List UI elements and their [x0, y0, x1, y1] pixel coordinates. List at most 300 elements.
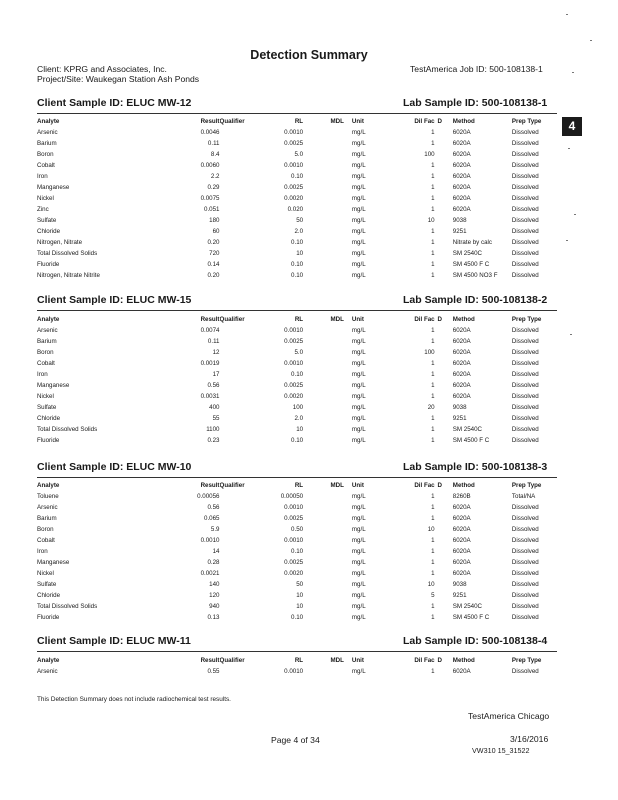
cell-mdl: [303, 380, 344, 391]
cell-method: 6020A: [452, 559, 471, 566]
table-row: [37, 171, 557, 182]
table-row: [37, 215, 557, 226]
cell-rl: 0.10: [291, 437, 304, 444]
cell-method: SM 2540C: [452, 603, 483, 610]
column-header-dil-fac: Dil Fac: [414, 657, 435, 664]
cell-prep-type: Dissolved: [511, 217, 539, 224]
cell-prep-type: Dissolved: [511, 195, 539, 202]
cell-d: [435, 491, 445, 502]
cell-qualifier: [220, 160, 261, 171]
cell-result: 0.0021: [200, 570, 220, 577]
cell-method: 9251: [452, 592, 467, 599]
cell-prep-type: Dissolved: [511, 559, 539, 566]
cell-qualifier: [220, 259, 261, 270]
cell-unit: mg/L: [351, 570, 366, 577]
column-header-rl: RL: [294, 118, 304, 125]
cell-mdl: [303, 590, 344, 601]
cell-rl: 2.0: [294, 415, 304, 422]
cell-prep-type: Dissolved: [511, 371, 539, 378]
cell-prep-type: Dissolved: [511, 614, 539, 621]
column-header-rl: RL: [294, 482, 304, 489]
cell-mdl: [303, 325, 344, 336]
table-row: [37, 601, 557, 612]
cell-method: 6020A: [452, 570, 471, 577]
cell-prep-type: Dissolved: [511, 548, 539, 555]
cell-mdl: [303, 568, 344, 579]
cell-mdl: [303, 535, 344, 546]
cell-qualifier: [220, 226, 261, 237]
cell-unit: mg/L: [351, 272, 366, 279]
column-header-rl: RL: [294, 657, 304, 664]
cell-unit: mg/L: [351, 393, 366, 400]
cell-rl: 0.020: [287, 206, 304, 213]
cell-mdl: [303, 248, 344, 259]
cell-dil-fac: 1: [431, 195, 435, 202]
cell-method: 6020A: [452, 195, 471, 202]
cell-d: [435, 524, 445, 535]
cell-result: 940: [209, 603, 220, 610]
results-table: [37, 117, 557, 281]
table-row: [37, 546, 557, 557]
column-header-dil-fac: Dil Fac: [414, 482, 435, 489]
cell-prep-type: Dissolved: [511, 261, 539, 268]
cell-dil-fac: 10: [427, 526, 435, 533]
cell-analyte: Arsenic: [37, 504, 58, 511]
column-header-mdl: MDL: [330, 316, 344, 323]
cell-result: 0.0031: [200, 393, 220, 400]
cell-qualifier: [220, 215, 261, 226]
cell-dil-fac: 1: [431, 614, 435, 621]
cell-result: 0.56: [207, 382, 220, 389]
cell-dil-fac: 1: [431, 129, 435, 136]
cell-dil-fac: 1: [431, 228, 435, 235]
cell-qualifier: [220, 568, 261, 579]
column-header-result: Result: [200, 316, 220, 323]
cell-d: [435, 391, 445, 402]
cell-mdl: [303, 502, 344, 513]
cell-d: [435, 513, 445, 524]
cell-rl: 0.10: [291, 173, 304, 180]
cell-rl: 0.00050: [280, 493, 304, 500]
cell-method: 6020A: [452, 173, 471, 180]
cell-method: 6020A: [452, 327, 471, 334]
cell-dil-fac: 1: [431, 515, 435, 522]
cell-dil-fac: 1: [431, 261, 435, 268]
cell-qualifier: [220, 270, 261, 281]
cell-dil-fac: 5: [431, 592, 435, 599]
cell-analyte: Cobalt: [37, 162, 55, 169]
cell-unit: mg/L: [351, 504, 366, 511]
table-row: [37, 160, 557, 171]
cell-rl: 0.0010: [284, 162, 304, 169]
cell-unit: mg/L: [351, 327, 366, 334]
cell-dil-fac: 1: [431, 426, 435, 433]
cell-qualifier: [220, 666, 261, 677]
cell-rl: 100: [292, 404, 304, 411]
cell-dil-fac: 1: [431, 162, 435, 169]
column-header-unit: Unit: [351, 482, 364, 489]
table-row: [37, 402, 557, 413]
cell-dil-fac: 1: [431, 327, 435, 334]
cell-unit: mg/L: [351, 129, 366, 136]
cell-rl: 10: [296, 426, 304, 433]
cell-qualifier: [220, 546, 261, 557]
cell-result: 0.0046: [200, 129, 220, 136]
cell-result: 180: [209, 217, 220, 224]
cell-prep-type: Dissolved: [511, 537, 539, 544]
column-header-result: Result: [200, 657, 220, 664]
cell-analyte: Nitrogen, Nitrate Nitrite: [37, 272, 100, 279]
table-header-row: [37, 315, 557, 325]
cell-d: [435, 248, 445, 259]
table-row: [37, 182, 557, 193]
cell-d: [435, 204, 445, 215]
cell-d: [435, 369, 445, 380]
cell-dil-fac: 100: [424, 151, 435, 158]
cell-method: 6020A: [452, 526, 471, 533]
cell-d: [435, 127, 445, 138]
column-header-d: D: [437, 482, 442, 489]
cell-analyte: Chloride: [37, 228, 61, 235]
cell-d: [435, 568, 445, 579]
cell-qualifier: [220, 435, 261, 446]
column-header-method: Method: [452, 316, 475, 323]
page-title: Detection Summary: [250, 48, 368, 62]
cell-result: 720: [209, 250, 220, 257]
cell-prep-type: Dissolved: [511, 415, 539, 422]
cell-d: [435, 149, 445, 160]
cell-unit: mg/L: [351, 162, 366, 169]
cell-analyte: Barium: [37, 140, 57, 147]
section-divider: [37, 310, 557, 311]
column-header-analyte: Analyte: [37, 316, 60, 323]
cell-analyte: Nitrogen, Nitrate: [37, 239, 83, 246]
cell-method: 6020A: [452, 338, 471, 345]
cell-rl: 0.0020: [284, 393, 304, 400]
cell-unit: mg/L: [351, 426, 366, 433]
cell-result: 0.065: [204, 515, 220, 522]
cell-mdl: [303, 391, 344, 402]
cell-method: 6020A: [452, 349, 471, 356]
cell-dil-fac: 1: [431, 537, 435, 544]
cell-qualifier: [220, 579, 261, 590]
table-row: [37, 579, 557, 590]
cell-rl: 0.0010: [284, 360, 304, 367]
table-row: [37, 413, 557, 424]
column-header-mdl: MDL: [330, 482, 344, 489]
document-reference: VW310 15_31522: [472, 746, 530, 755]
cell-prep-type: Dissolved: [511, 360, 539, 367]
table-row: [37, 590, 557, 601]
table-row: [37, 259, 557, 270]
cell-rl: 0.10: [291, 371, 304, 378]
column-header-qualifier: Qualifier: [219, 316, 245, 323]
cell-qualifier: [220, 347, 261, 358]
cell-mdl: [303, 237, 344, 248]
cell-rl: 0.0010: [284, 327, 304, 334]
cell-unit: mg/L: [351, 493, 366, 500]
column-header-method: Method: [452, 482, 475, 489]
cell-qualifier: [220, 325, 261, 336]
cell-d: [435, 535, 445, 546]
cell-rl: 0.10: [291, 239, 304, 246]
cell-result: 17: [212, 371, 220, 378]
table-row: [37, 237, 557, 248]
cell-mdl: [303, 347, 344, 358]
cell-prep-type: Dissolved: [511, 504, 539, 511]
cell-rl: 0.0025: [284, 140, 304, 147]
cell-prep-type: Dissolved: [511, 526, 539, 533]
cell-rl: 10: [296, 250, 304, 257]
cell-mdl: [303, 149, 344, 160]
cell-unit: mg/L: [351, 206, 366, 213]
cell-result: 0.11: [207, 140, 220, 147]
column-header-unit: Unit: [351, 118, 364, 125]
cell-rl: 0.10: [291, 261, 304, 268]
cell-qualifier: [220, 557, 261, 568]
cell-prep-type: Dissolved: [511, 592, 539, 599]
section-divider: [37, 477, 557, 478]
cell-d: [435, 160, 445, 171]
cell-result: 0.28: [207, 559, 220, 566]
cell-method: 6020A: [452, 140, 471, 147]
cell-unit: mg/L: [351, 217, 366, 224]
cell-analyte: Sulfate: [37, 581, 57, 588]
cell-qualifier: [220, 391, 261, 402]
cell-rl: 0.10: [291, 272, 304, 279]
cell-analyte: Iron: [37, 548, 48, 555]
cell-qualifier: [220, 237, 261, 248]
cell-qualifier: [220, 424, 261, 435]
section-divider: [37, 113, 557, 114]
cell-unit: mg/L: [351, 173, 366, 180]
cell-dil-fac: 1: [431, 239, 435, 246]
column-header-method: Method: [452, 118, 475, 125]
cell-result: 0.29: [207, 184, 220, 191]
cell-rl: 0.0010: [284, 537, 304, 544]
cell-mdl: [303, 160, 344, 171]
cell-rl: 50: [296, 581, 304, 588]
cell-d: [435, 590, 445, 601]
table-row: [37, 513, 557, 524]
cell-mdl: [303, 259, 344, 270]
cell-dil-fac: 1: [431, 338, 435, 345]
cell-analyte: Chloride: [37, 415, 61, 422]
scan-speck: [566, 240, 568, 241]
cell-prep-type: Total/NA: [511, 493, 536, 500]
cell-rl: 0.0020: [284, 195, 304, 202]
cell-result: 120: [209, 592, 220, 599]
cell-prep-type: Dissolved: [511, 272, 539, 279]
table-row: [37, 524, 557, 535]
column-header-rl: RL: [294, 316, 304, 323]
table-row: [37, 380, 557, 391]
cell-dil-fac: 1: [431, 371, 435, 378]
cell-method: 6020A: [452, 515, 471, 522]
table-row: [37, 226, 557, 237]
cell-rl: 10: [296, 592, 304, 599]
cell-qualifier: [220, 369, 261, 380]
cell-mdl: [303, 491, 344, 502]
cell-unit: mg/L: [351, 415, 366, 422]
cell-analyte: Barium: [37, 515, 57, 522]
cell-analyte: Total Dissolved Solids: [37, 250, 98, 257]
cell-result: 0.0010: [200, 537, 220, 544]
cell-unit: mg/L: [351, 349, 366, 356]
cell-unit: mg/L: [351, 404, 366, 411]
cell-unit: mg/L: [351, 140, 366, 147]
cell-analyte: Iron: [37, 173, 48, 180]
table-header-row: [37, 117, 557, 127]
cell-dil-fac: 1: [431, 393, 435, 400]
table-row: [37, 612, 557, 623]
cell-rl: 10: [296, 603, 304, 610]
client-sample-id: Client Sample ID: ELUC MW-11: [37, 635, 191, 647]
cell-analyte: Total Dissolved Solids: [37, 603, 98, 610]
cell-rl: 2.0: [294, 228, 304, 235]
lab-name: TestAmerica Chicago: [468, 711, 550, 721]
cell-prep-type: Dissolved: [511, 668, 539, 675]
cell-result: 0.20: [207, 272, 220, 279]
cell-prep-type: Dissolved: [511, 239, 539, 246]
column-header-dil-fac: Dil Fac: [414, 316, 435, 323]
page-number: Page 4 of 34: [271, 735, 320, 745]
cell-method: 9251: [452, 415, 467, 422]
cell-d: [435, 325, 445, 336]
lab-sample-id: Lab Sample ID: 500-108138-2: [403, 294, 548, 306]
cell-method: 6020A: [452, 206, 471, 213]
cell-mdl: [303, 215, 344, 226]
cell-unit: mg/L: [351, 537, 366, 544]
cell-analyte: Manganese: [37, 559, 70, 566]
cell-mdl: [303, 557, 344, 568]
cell-qualifier: [220, 182, 261, 193]
cell-prep-type: Dissolved: [511, 184, 539, 191]
cell-analyte: Fluoride: [37, 614, 60, 621]
cell-qualifier: [220, 358, 261, 369]
cell-result: 14: [212, 548, 220, 555]
cell-analyte: Sulfate: [37, 404, 57, 411]
cell-d: [435, 259, 445, 270]
cell-result: 0.56: [207, 504, 220, 511]
table-row: [37, 336, 557, 347]
cell-qualifier: [220, 502, 261, 513]
column-header-prep-type: Prep Type: [511, 482, 542, 489]
cell-analyte: Total Dissolved Solids: [37, 426, 98, 433]
cell-analyte: Chloride: [37, 592, 61, 599]
cell-method: 9038: [452, 581, 467, 588]
cell-qualifier: [220, 524, 261, 535]
column-header-prep-type: Prep Type: [511, 316, 542, 323]
scan-speck: [572, 72, 574, 73]
column-header-unit: Unit: [351, 316, 364, 323]
section-divider: [37, 651, 557, 652]
cell-result: 0.23: [207, 437, 220, 444]
cell-rl: 0.10: [291, 548, 304, 555]
cell-prep-type: Dissolved: [511, 515, 539, 522]
cell-unit: mg/L: [351, 515, 366, 522]
cell-analyte: Fluoride: [37, 261, 60, 268]
cell-method: 6020A: [452, 151, 471, 158]
cell-mdl: [303, 358, 344, 369]
cell-result: 0.0060: [200, 162, 220, 169]
cell-d: [435, 546, 445, 557]
cell-method: SM 2540C: [452, 250, 483, 257]
cell-d: [435, 413, 445, 424]
cell-prep-type: Dissolved: [511, 250, 539, 257]
column-header-mdl: MDL: [330, 657, 344, 664]
table-row: [37, 502, 557, 513]
cell-d: [435, 171, 445, 182]
cell-unit: mg/L: [351, 228, 366, 235]
cell-d: [435, 347, 445, 358]
cell-analyte: Arsenic: [37, 129, 58, 136]
cell-d: [435, 193, 445, 204]
cell-rl: 0.0025: [284, 338, 304, 345]
cell-method: 6020A: [452, 382, 471, 389]
table-row: [37, 325, 557, 336]
cell-mdl: [303, 579, 344, 590]
cell-dil-fac: 1: [431, 668, 435, 675]
cell-mdl: [303, 193, 344, 204]
cell-rl: 0.0025: [284, 515, 304, 522]
cell-mdl: [303, 413, 344, 424]
table-row: [37, 557, 557, 568]
table-row: [37, 358, 557, 369]
cell-d: [435, 557, 445, 568]
cell-d: [435, 270, 445, 281]
cell-dil-fac: 1: [431, 250, 435, 257]
cell-method: 9038: [452, 217, 467, 224]
cell-analyte: Boron: [37, 349, 54, 356]
column-header-qualifier: Qualifier: [219, 657, 245, 664]
cell-unit: mg/L: [351, 581, 366, 588]
project-label: Project/Site: Waukegan Station Ash Ponds: [37, 74, 200, 84]
cell-d: [435, 336, 445, 347]
cell-analyte: Sulfate: [37, 217, 57, 224]
cell-method: SM 4500 F C: [452, 437, 490, 444]
cell-dil-fac: 20: [427, 404, 435, 411]
cell-method: 6020A: [452, 360, 471, 367]
client-sample-id: Client Sample ID: ELUC MW-10: [37, 461, 192, 473]
cell-unit: mg/L: [351, 261, 366, 268]
cell-dil-fac: 1: [431, 437, 435, 444]
cell-mdl: [303, 546, 344, 557]
lab-sample-id: Lab Sample ID: 500-108138-1: [403, 97, 548, 109]
cell-mdl: [303, 666, 344, 677]
cell-analyte: Nickel: [37, 393, 54, 400]
cell-dil-fac: 1: [431, 140, 435, 147]
cell-d: [435, 424, 445, 435]
cell-rl: 0.50: [291, 526, 304, 533]
cell-rl: 0.0025: [284, 382, 304, 389]
client-sample-id: Client Sample ID: ELUC MW-12: [37, 97, 192, 109]
table-row: [37, 204, 557, 215]
cell-dil-fac: 1: [431, 415, 435, 422]
cell-method: SM 4500 F C: [452, 614, 490, 621]
cell-prep-type: Dissolved: [511, 173, 539, 180]
cell-analyte: Manganese: [37, 184, 70, 191]
cell-analyte: Boron: [37, 526, 54, 533]
scan-speck: [570, 334, 572, 335]
cell-dil-fac: 1: [431, 570, 435, 577]
cell-mdl: [303, 524, 344, 535]
cell-method: 6020A: [452, 184, 471, 191]
cell-result: 0.11: [207, 338, 220, 345]
cell-analyte: Barium: [37, 338, 57, 345]
column-header-dil-fac: Dil Fac: [414, 118, 435, 125]
table-row: [37, 149, 557, 160]
